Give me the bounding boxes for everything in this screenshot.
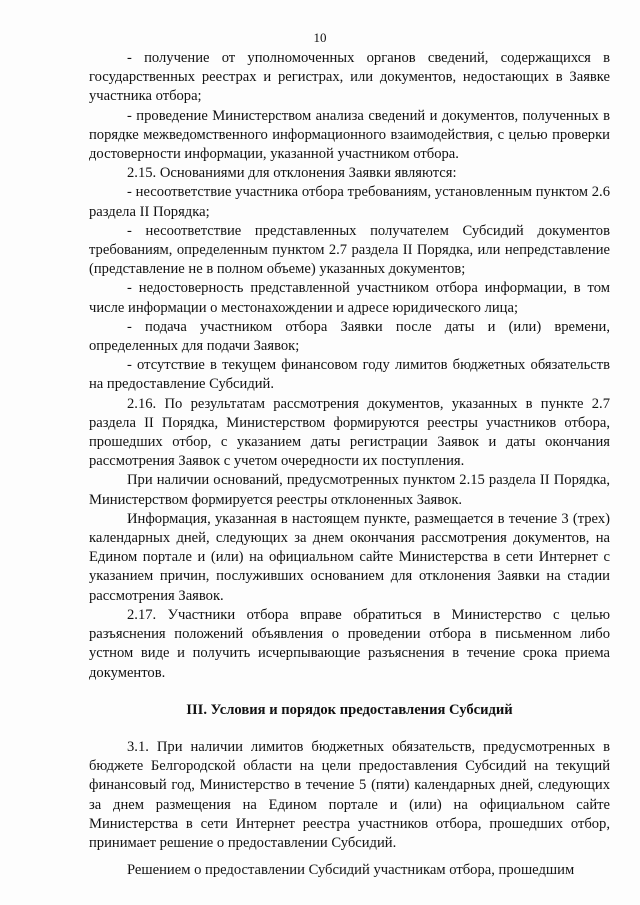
paragraph-3-1: 3.1. При наличии лимитов бюджетных обязательств, предусмотренных в бюджете Белгородской области на цели предоставления Субсидий на текущий финансовый год, Министерство в течение 5 (пяти) календарных дней, следующих за днем размещения на Едином портале и (или) на официальном сайте Министерства в сети Интернет реестра участников отбора, прошедших отбор, принимает решение о предоставлении Субсидий.	[89, 738, 610, 851]
paragraph-publication: Информация, указанная в настоящем пункте, размещается в течение 3 (трех) календарных дней, следующих за днем окончания рассмотрения документов, на Едином портале и (или) на официальном сайте Министерства в сети Интернет с указанием причин, послуживших основанием для отклонения Заявки на стадии рассмотрения Заявок.	[89, 510, 610, 604]
page-number: 10	[313, 30, 327, 45]
paragraph-rejection-reason-2: - несоответствие представленных получателем Субсидий документов требованиям, определенным пунктом 2.7 раздела II Порядка, или непредставление (представление не в полном объеме) указанных документов;	[89, 222, 610, 278]
paragraph-obtain-info: - получение от уполномоченных органов сведений, содержащихся в государственных реестрах и регистрах, или документов, недостающих в Заявке участника отбора;	[89, 50, 610, 105]
paragraph-analysis: - проведение Министерством анализа сведений и документов, полученных в порядке межведомственного информационного взаимодействия, с целью проверки достоверности информации, указанной участником отбора.	[89, 107, 610, 163]
paragraph-rejected-registry: При наличии оснований, предусмотренных пунктом 2.15 раздела II Порядка, Министерством формируется реестры отклоненных Заявок.	[89, 472, 610, 508]
paragraph-decision: Решением о предоставлении Субсидий участникам отбора, прошедшим	[127, 862, 575, 879]
paragraph-2-16: 2.16. По результатам рассмотрения документов, указанных в пункте 2.7 раздела II Порядка, Министерством формируются реестры участников отбора, прошедших отбор, с указанием даты регистрации Заявок и даты окончания рассмотрения Заявок с учетом очередности их поступления.	[89, 395, 610, 470]
paragraph-2-17: 2.17. Участники отбора вправе обратиться в Министерство с целью разъяснения положений объявления о проведении отбора в письменном либо устном виде и получить исчерпывающие разъяснения в течение срока приема документов.	[89, 606, 610, 681]
paragraph-2-15-heading: 2.15. Основаниями для отклонения Заявки являются:	[127, 165, 457, 182]
paragraph-rejection-reason-1: - несоответствие участника отбора требованиям, установленным пунктом 2.6 раздела II Порядка;	[89, 184, 610, 220]
document-body	[89, 49, 610, 880]
section-heading: III. Условия и порядок предоставления Субсидий	[186, 701, 513, 718]
paragraph-rejection-reason-4: - подача участником отбора Заявки после даты и (или) времени, определенных для подачи Заявок;	[89, 318, 610, 355]
paragraph-rejection-reason-3: - недостоверность представленной участником отбора информации, в том числе информации о местонахождении и адресе юридического лица;	[89, 280, 610, 316]
paragraph-rejection-reason-5: - отсутствие в текущем финансовом году лимитов бюджетных обязательств на предоставление Субсидий.	[89, 357, 610, 393]
paragraph-spacer	[89, 853, 610, 861]
